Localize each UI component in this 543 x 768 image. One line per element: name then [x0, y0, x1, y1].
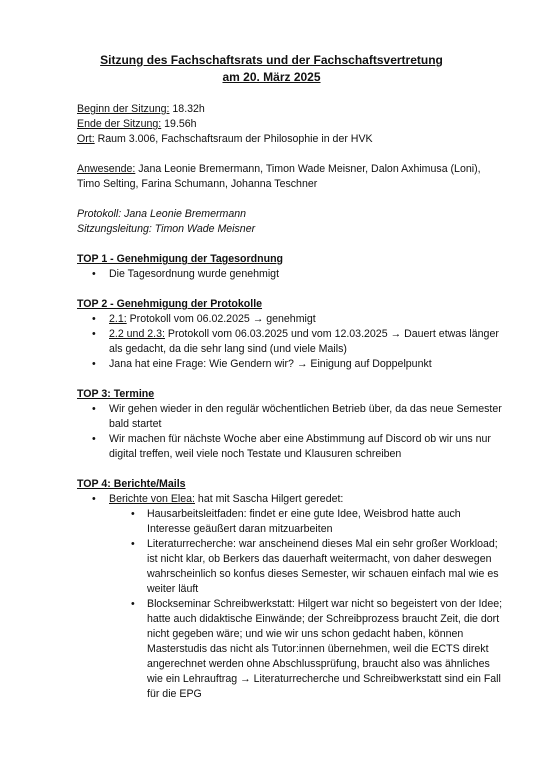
protocol-line: Protokoll: Jana Leonie Bremermann [77, 208, 247, 220]
top3-heading: TOP 3: Termine [77, 388, 155, 400]
list-item: • Die Tagesordnung wurde genehmigt [77, 267, 503, 282]
protocol-2-1-text: Protokoll vom 06.02.2025 → genehmigt [126, 313, 316, 325]
protocol-2-2-text: Protokoll vom 06.03.2025 und vom 12.03.2025 → Dauert etwas länger als gedacht, da die sehr lang sind (und viele Mails) [109, 328, 499, 355]
attendance-label: Anwesende: [77, 163, 136, 175]
sub-list-item: • Literaturrecherche: war anscheinend dieses Mal ein sehr großer Workload; ist nicht klar, ob Berkers das dauerhaft weitermacht, von daher deswegen wahrscheinlich so konfus dieses Semester, wir schauen einfach mal wie es weiter läuft [109, 537, 503, 597]
list-item [77, 312, 503, 327]
sub-list-item: • Hausarbeitsleitfaden: findet er eine gute Idee, Weisbrod hatte auch Interesse geäußert daran mitzuarbeiten [109, 507, 503, 537]
end-label: Ende der Sitzung: [77, 118, 162, 130]
roles [77, 207, 503, 237]
lead-line: Sitzungsleitung: Timon Wade Meisner [77, 223, 256, 235]
list-item: • Wir gehen wieder in den regulär wöchentlichen Betrieb über, da das neue Semester bald startet [77, 402, 503, 432]
place-label: Ort: [77, 133, 95, 145]
top2-section [77, 297, 503, 372]
reports-elea-label: Berichte von Elea: [109, 493, 195, 505]
begin-row [77, 102, 503, 117]
top1-heading: TOP 1 - Genehmigung der Tagesordnung [77, 253, 284, 265]
list-item: • Jana hat eine Frage: Wie Gendern wir? → Einigung auf Doppelpunkt [77, 357, 503, 372]
begin-label: Beginn der Sitzung: [77, 103, 170, 115]
top2-heading: TOP 2 - Genehmigung der Protokolle [77, 298, 263, 310]
list-item [77, 492, 503, 702]
document-title [40, 52, 503, 86]
title-line-1: Sitzung des Fachschaftsrats und der Fachschaftsvertretung [100, 53, 443, 67]
place-value: Raum 3.006, Fachschaftsraum der Philosophie in der HVK [94, 133, 373, 145]
place-row [77, 132, 503, 147]
meeting-meta [77, 102, 503, 147]
sub-list-item: • Blockseminar Schreibwerkstatt: Hilgert war nicht so begeistert von der Idee; hatte auch didaktische Einwände; der Schreibprozess braucht Zeit, die dort nicht gegeben wäre; und wie wir uns schon gedacht haben, können Masterstudis das nicht als Tutor:innen übernehmen, weil die ECTS direkt angerechnet werden ohne Abschlussprüfung, braucht also was ähnliches wie ein Lehrauftrag → Literaturrecherche und Schreibwerkstatt sind ein Fall für die EPG [109, 597, 503, 702]
list-item [77, 327, 503, 357]
reports-elea-text: hat mit Sascha Hilgert geredet: [194, 493, 344, 505]
attendance [77, 162, 503, 192]
protocol-2-2-label: 2.2 und 2.3: [109, 328, 165, 340]
list-item: • Wir machen für nächste Woche aber eine Abstimmung auf Discord ob wir uns nur digital treffen, weil viele noch Testate und Klausuren schreiben [77, 432, 503, 462]
end-value: 19.56h [161, 118, 197, 130]
top4-heading: TOP 4: Berichte/Mails [77, 478, 186, 490]
sub-list [109, 507, 503, 702]
top3-section [77, 387, 503, 462]
title-line-2: am 20. März 2025 [222, 70, 321, 84]
begin-value: 18.32h [169, 103, 205, 115]
end-row [77, 117, 503, 132]
top4-section [77, 477, 503, 702]
top1-section [77, 252, 503, 282]
attendance-value: Jana Leonie Bremermann, Timon Wade Meisner, Dalon Axhimusa (Loni), Timo Selting, Farina Schumann, Johanna Teschner [77, 163, 481, 190]
protocol-2-1-label: 2.1: [109, 313, 127, 325]
